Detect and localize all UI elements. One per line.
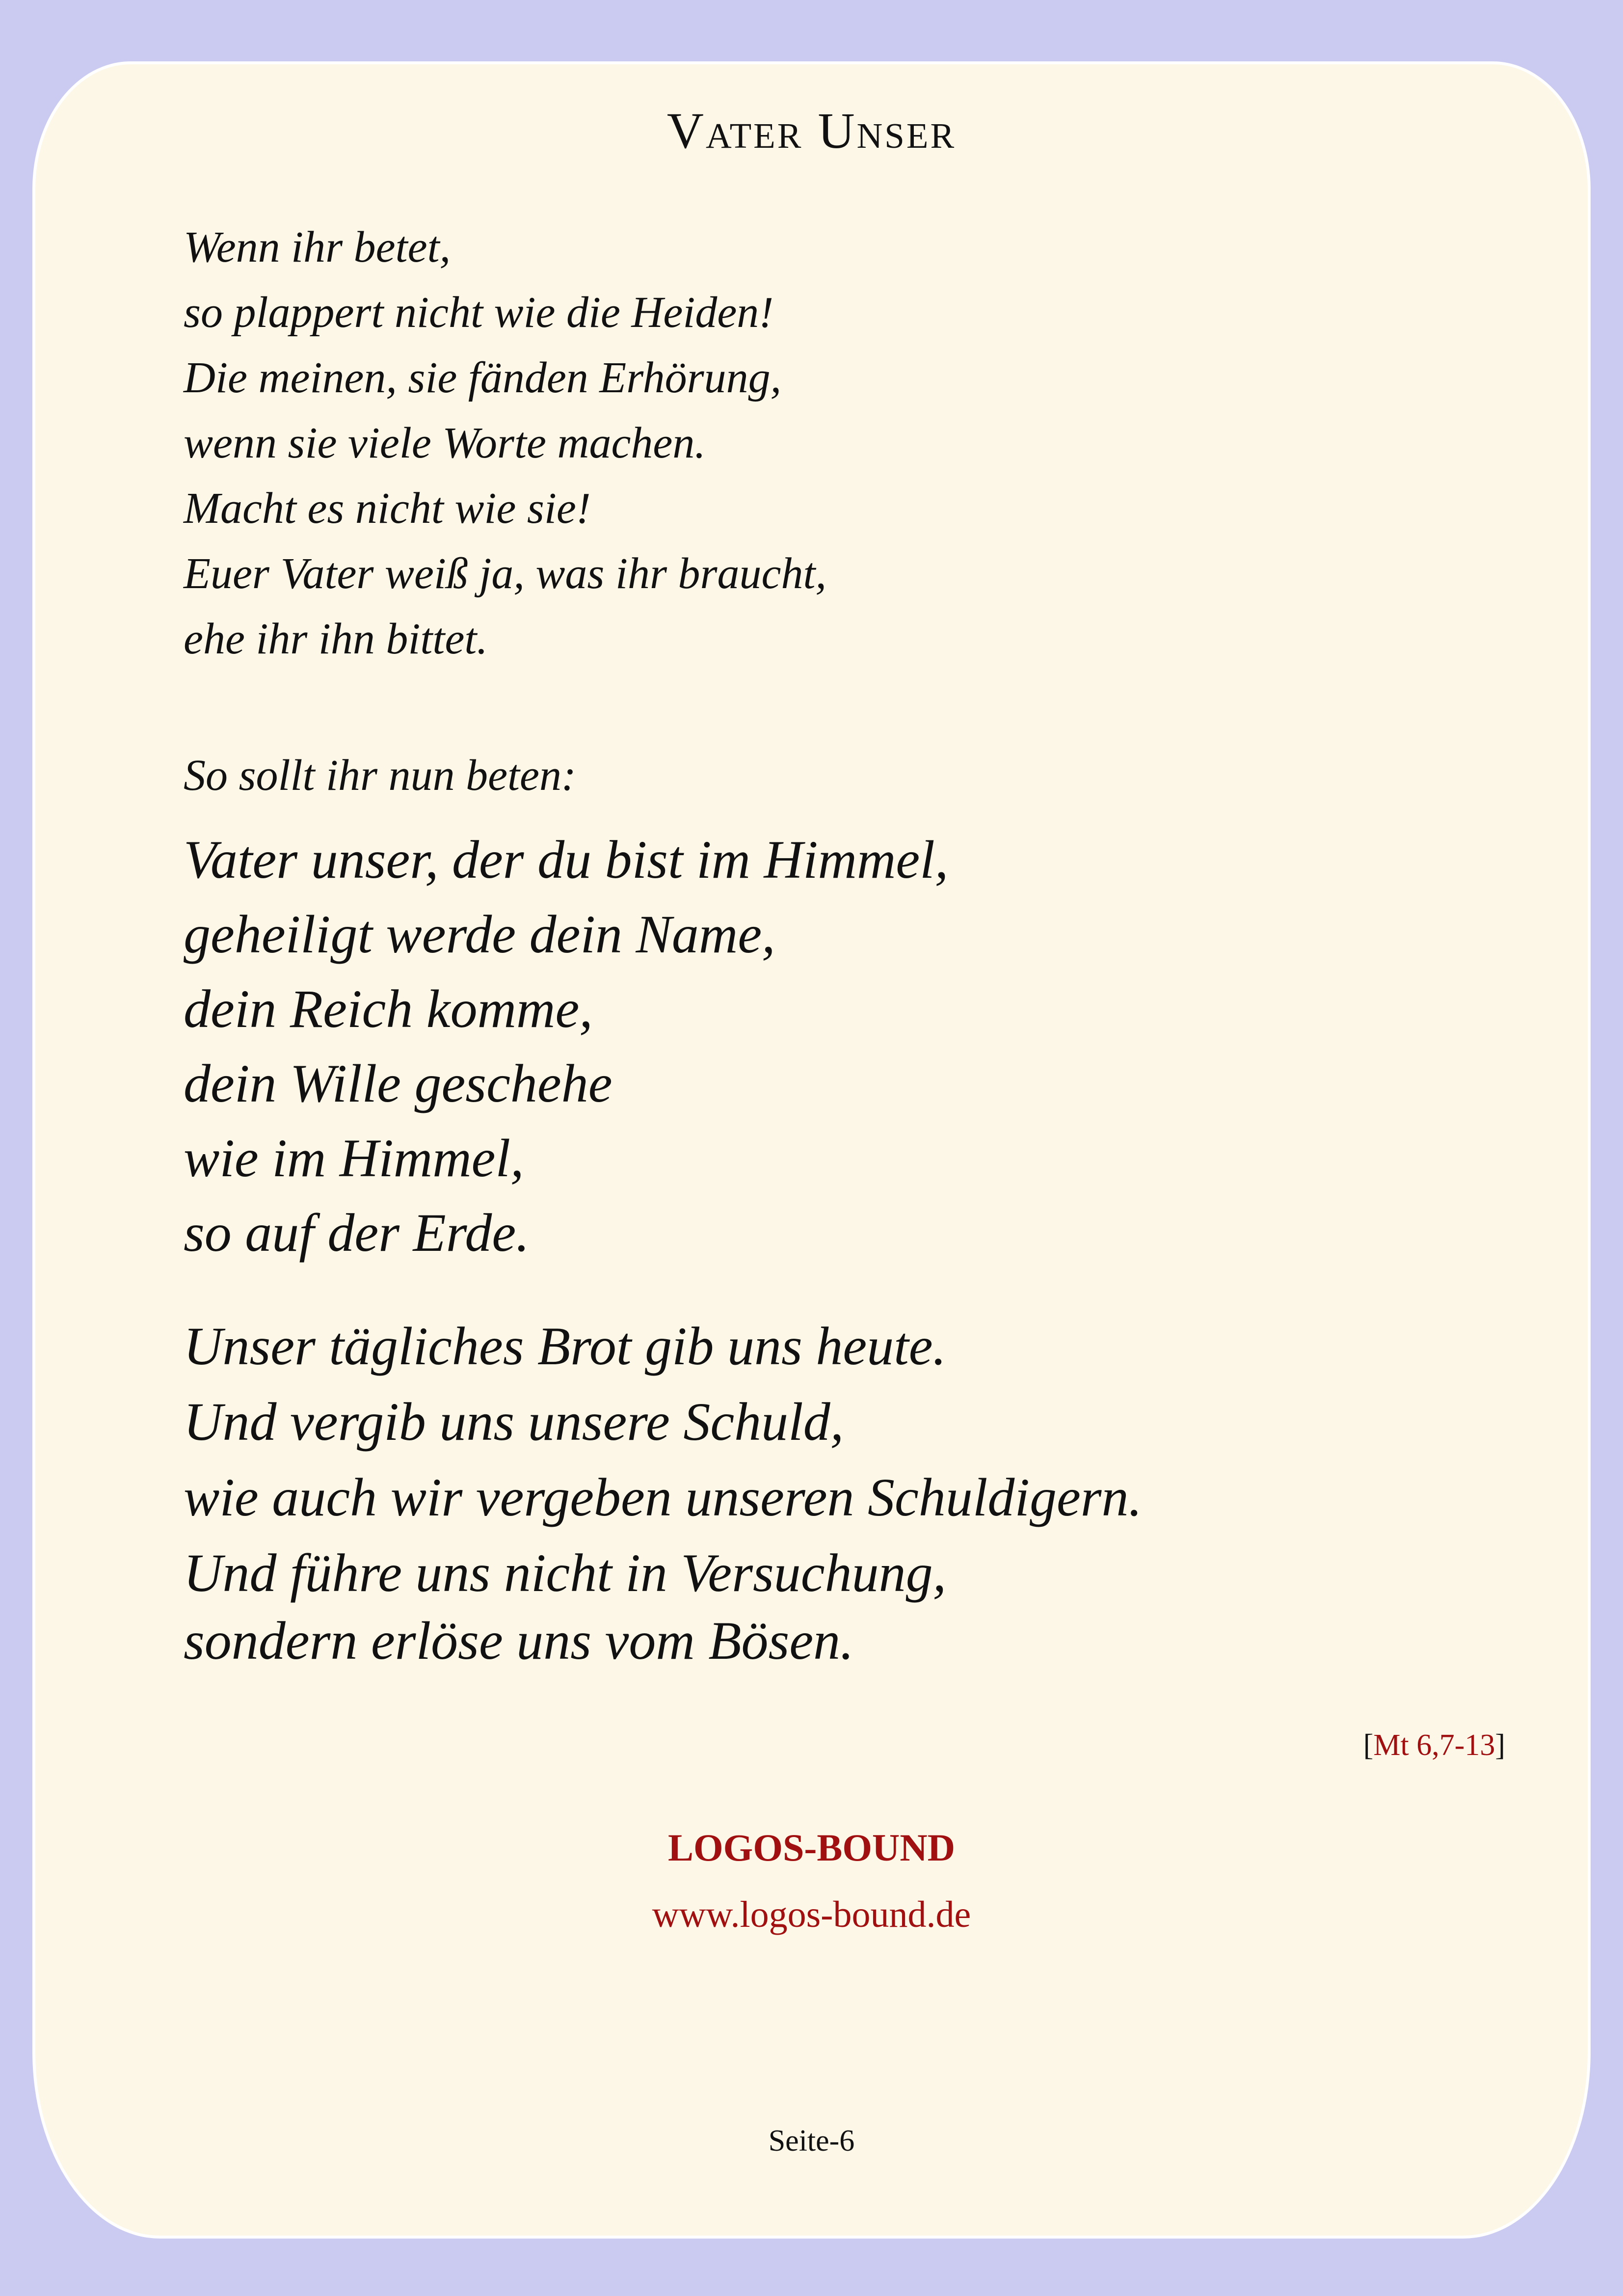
page-number: Seite-6 (768, 2124, 855, 2158)
prayer-line: Und führe uns nicht in Versuchung, (184, 1543, 947, 1603)
prayer-line: dein Reich komme, (184, 979, 593, 1039)
intro-text (184, 215, 1460, 672)
prayer-line: wie auch wir vergeben unseren Schuldigern. (184, 1467, 1143, 1527)
prayer-line: Und vergib uns unsere Schuld, (184, 1392, 844, 1452)
brand-name: LOGOS-BOUND (667, 1826, 956, 1869)
website-link[interactable]: www.logos-bound.de (652, 1894, 971, 1935)
bible-reference (1363, 1728, 1505, 1762)
intro-line: ehe ihr ihn bittet. (184, 615, 488, 663)
intro-line: wenn sie viele Worte machen. (184, 419, 706, 467)
reference-open-bracket: [ (1363, 1729, 1374, 1762)
lead-line: So sollt ihr nun beten: (184, 751, 576, 800)
prayer-part-1 (184, 822, 948, 1270)
prayer-line: dein Wille geschehe (184, 1053, 612, 1113)
prayer-part-2 (184, 1308, 1142, 1678)
intro-line: so plappert nicht wie die Heiden! (184, 288, 774, 337)
intro-line: Euer Vater weiß ja, was ihr braucht, (184, 549, 826, 598)
prayer-line: so auf der Erde. (184, 1203, 530, 1263)
intro-line: Macht es nicht wie sie! (184, 484, 591, 533)
prayer-line: Vater unser, der du bist im Himmel, (184, 830, 949, 890)
page-title: Vater Unser (666, 103, 957, 159)
prayer-line: sondern erlöse uns vom Bösen. (184, 1611, 854, 1671)
prayer-line: geheiligt werde dein Name, (184, 904, 775, 964)
intro-line: Wenn ihr betet, (184, 223, 451, 271)
reference-link[interactable]: Mt 6,7-13 (1373, 1729, 1495, 1762)
prayer-line: wie im Himmel, (184, 1128, 524, 1188)
intro-line: Die meinen, sie fänden Erhörung, (184, 353, 782, 402)
reference-close-bracket: ] (1495, 1729, 1505, 1762)
prayer-line: Unser tägliches Brot gib uns heute. (184, 1316, 947, 1376)
